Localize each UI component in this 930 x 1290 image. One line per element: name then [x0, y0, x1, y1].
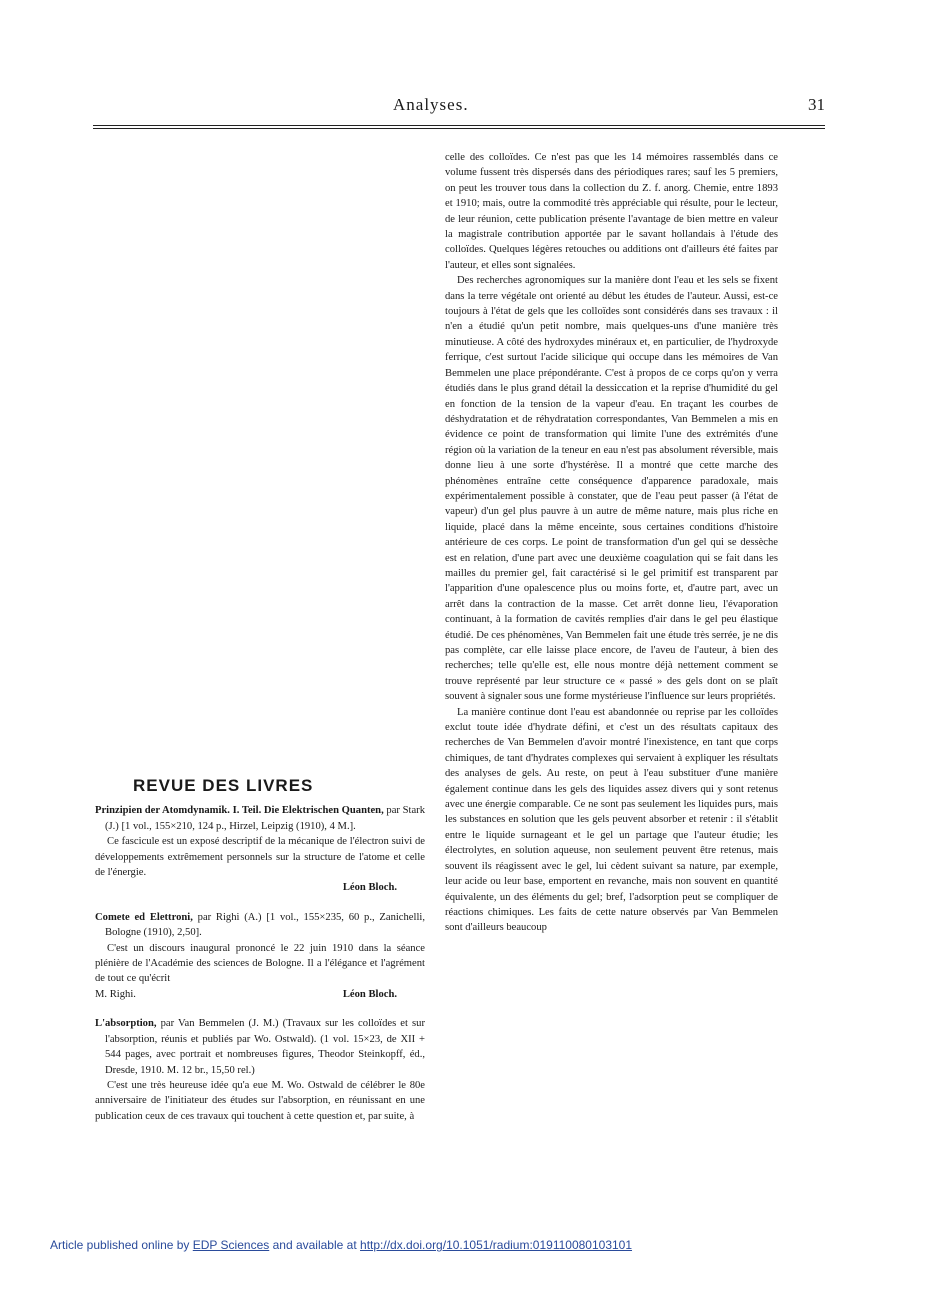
review-author: par Righi (A.) — [197, 911, 262, 923]
left-column — [95, 778, 425, 1138]
review-author: par Van Bemmelen (J. M.) — [160, 1018, 279, 1030]
review-title: Prinzipien der Atomdynamik. I. Teil. Die Elektrischen Quanten, — [95, 805, 384, 817]
page-number: 31 — [808, 95, 825, 114]
review-signature-line — [95, 987, 425, 1002]
review-signature: Léon Bloch. — [342, 882, 397, 894]
review-signature: Léon Bloch. — [342, 988, 397, 1000]
doi-link[interactable]: http://dx.doi.org/10.1051/radium:019110080103101 — [360, 1238, 633, 1252]
review-body: C'est un discours inaugural prononcé le 22 juin 1910 dans la séance plénière de l'Académie des sciences de Bologne. Il a l'élégance et l'agrément de tout ce qu'écrit — [95, 942, 425, 985]
review-title: Comete ed Elettroni, — [95, 911, 193, 923]
review-heading — [95, 1016, 425, 1078]
review-details: [1 vol., 155×235, 60 p., Zanichelli, Bologne (1910), 2,50]. — [105, 911, 425, 939]
review-author: par Stark (J.) — [105, 805, 425, 832]
review-entry-1 — [95, 803, 425, 895]
review-entry-3 — [95, 1016, 425, 1124]
review-heading — [95, 910, 425, 941]
paragraph: La manière continue dont l'eau est abandonnée ou reprise par les colloïdes exclut toute idée d'hydrate défini, et c'est un des résultats capitaux des recherches de Van Bemmelen d'avoir montré l'inexistence, en tant que corps chimiques, de tant d'hydrates complexes qui servaient à expliquer les résultats des analyses de gels. Au reste, on peut à l'eau substituer d'une manière également continue dans les gels des liquides assez divers qui y sont retenus avec une énergie comparable. Ce ne sont pas seulement les liquides purs, mais les substances en solution que les gels peuvent absorber et retenir : il s'établit entre le liquide surnageant et le gel un partage que l'auteur étudie; les électrolytes, en solution aqueuse, non seulement peuvent être retenus, mais souvent ils réagissent avec le gel, lui cèdent suivant sa nature, par exemple, leur acide ou leur base, emportent en revanche, mais non souvent en quantité équivalente, un des éléments du gel; bref, l'adsorption peut se compliquer de réactions chimiques. Les faits de cette nature observés par Van Bemmelen sont d'ailleurs beaucoup — [445, 706, 778, 934]
header-rule-top — [93, 125, 825, 126]
publisher-link[interactable]: EDP Sciences — [192, 1238, 270, 1252]
paragraph: Des recherches agronomiques sur la manière dont l'eau et les sels se fixent dans la terre végétale ont orienté au début les études de l'auteur. Aussi, est-ce toujours à l'état de gels que les colloïdes sont considérés dans ses travaux : il n'en a étudié qu'un petit nombre, mais quelques-uns d'une manière très minutieuse. A côté des hydroxydes minéraux et, en particulier, de l'hydroxyde ferrique, c'est surtout l'acide silicique qui occupe dans les mémoires de Van Bemmelen une place prépondérante. C'est à propos de ce corps qu'on y verra étudiés dans le plus grand détail la dessiccation et la reprise d'humidité du gel en fonction de la tension de la vapeur d'eau. En traçant les courbes de déshydratation et de réhydratation correspondantes, Van Bemmelen a mis en évidence ce point de transformation qui limite l'une des extrémités d'une région où la variation de la teneur en eau n'est pas absolument réversible, mais donne lieu à une sorte d'hystérèse. Il a montré que cette marche des phénomènes entraîne cette conséquence d'apparence paradoxale, mais expérimentalement possible à constater, que de l'eau peut passer (à l'état de vapeur) d'un gel plus pauvre à un autre de même nature, mais plus riche en liquide, placé dans la même enceinte, sous certaines conditions d'histoire antérieure de ces corps. Le point de transformation d'un gel qui se dessèche est en relation, d'une part avec une deuxième coagulation qui se fait dans les mailles du premier gel, fait caractérisé si le gel primitif est transparent par l'apparition d'une opalescence plus ou moins forte, et, d'autre part, avec un arrêt dans la contraction de la masse. Cet arrêt donne lieu, l'évaporation continuant, à la formation de cavités remplies d'air dans le gel peu élastique étudié. De ces phénomènes, Van Bemmelen fait une étude très serrée, je ne dis pas complète, car elle laisse place encore, de l'aveu de l'auteur, à bien des recherches; telle qu'elle est, elle nous montre déjà nettement comment se trouve représenté par leur structure ce « passé » des gels dont on se plaît souvent à signaler sous une forme mystérieuse l'influence sur leurs propriétés. — [445, 275, 778, 703]
review-body: Ce fascicule est un exposé descriptif de la mécanique de l'électron suivi de développements extrêmement personnels sur la structure de l'atome et celle de l'énergie. — [95, 836, 425, 879]
running-header — [93, 95, 825, 117]
right-column — [445, 150, 778, 936]
header-rule-bottom — [93, 128, 825, 129]
paragraph: celle des colloïdes. Ce n'est pas que les 14 mémoires rassemblés dans ce volume fussent très dispersés dans des périodiques rares; sauf les 5 premiers, on peut les trouver tous dans la collection du Z. f. anorg. Chemie, entre 1893 et 1910; mais, outre la commodité très appréciable qui résulte, pour le lecteur, de leur réunion, cette publication présente l'avantage de bien mettre en valeur la magistrale contribution apportée par le savant hollandais à l'étude des colloïdes. Quelques légères retouches ou additions ont d'ailleurs été faites par l'auteur, et elles sont signalées. — [445, 152, 778, 271]
review-entry-2 — [95, 910, 425, 1002]
review-details: (Travaux sur les colloïdes et sur l'absorption, réunis et publiés par Wo. Ostwald). (1 vol. 15×23, de XII + 544 pages, avec portrait et nombreuses figures, Theodor Steinkopff, éd., Dresde, 1910. M. 12 br., 15,50 rel.) — [105, 1018, 425, 1076]
running-title: Analyses. — [393, 95, 469, 114]
review-title: L'absorption, — [95, 1018, 157, 1030]
review-details: [1 vol., 155×210, 124 p., Hirzel, Leipzig (1910), 4 M.]. — [121, 820, 356, 832]
review-body: C'est une très heureuse idée qu'a eue M. Wo. Ostwald de célébrer le 80e anniversaire de l'initiateur des études sur l'absorption, en réunissant en une publication ceux de ces travaux qui touchent à cette question et, par suite, à — [95, 1079, 425, 1122]
section-title: REVUE DES LIVRES — [133, 776, 314, 795]
review-heading — [95, 803, 425, 834]
footer-prefix: Article published online by — [50, 1238, 190, 1252]
footer-middle: and available at — [272, 1238, 357, 1252]
review-body-end: M. Righi. — [95, 988, 136, 1000]
publication-footer — [50, 1238, 632, 1252]
